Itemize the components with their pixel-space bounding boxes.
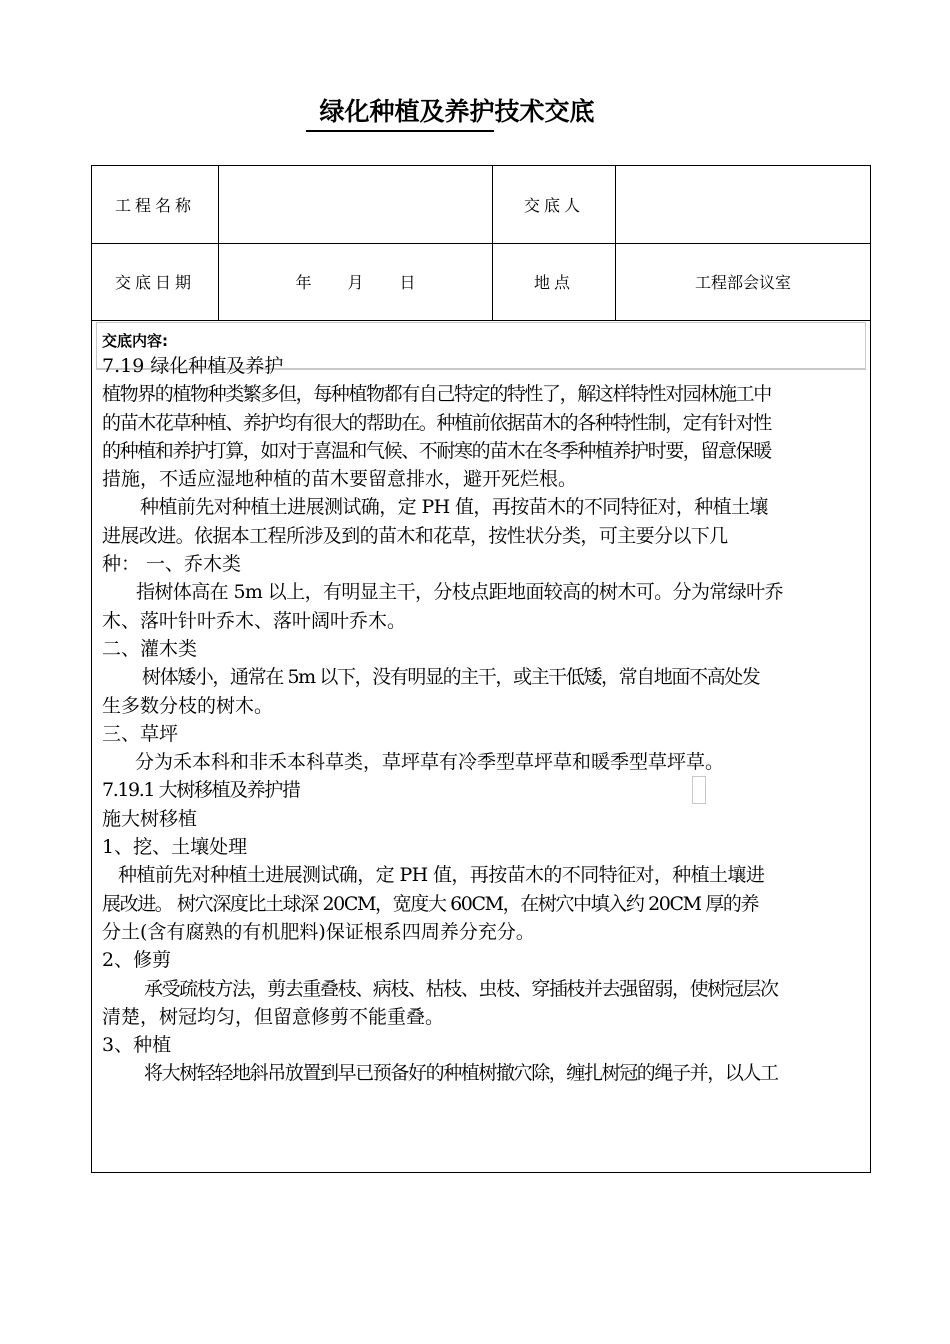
discloser-value[interactable] [616, 166, 870, 243]
location-label: 地点 [493, 243, 616, 320]
content-line: 指树体高在 5m 以上，有明显主干，分枝点距地面较高的树木可。分为常绿叶乔 [136, 581, 783, 604]
content-line: 的苗木花草种植、养护均有很大的帮助在。种植前依据苗木的各种特性制，定有针对性 [102, 411, 771, 434]
project-name-label: 工程名称 [92, 166, 219, 243]
content-line: 3、种植 [102, 1034, 172, 1057]
date-year: 年 [295, 273, 312, 292]
content-line: 的种植和养护打算，如对于喜温和气候、不耐寒的苗木在冬季种植养护时要，留意保暖 [102, 439, 771, 462]
content-line: 施大树移植 [102, 807, 198, 830]
content-line: 分土(含有腐熟的有机肥料)保证根系四周养分充分。 [102, 920, 535, 943]
content-line: 展改进。 树穴深度比土球深 20CM，宽度大 60CM，在树穴中填入约 20CM 厚的养 [102, 892, 759, 915]
content-line: 2、修剪 [102, 949, 172, 972]
date-day: 日 [399, 273, 416, 292]
content-line: 植物界的植物种类繁多但，每种植物都有自己特定的特性了，解这样特性对园林施工中 [102, 383, 771, 406]
content-label: 交底内容: [102, 332, 168, 350]
date-month: 月 [347, 273, 364, 292]
location-value: 工程部会议室 [694, 273, 791, 292]
date-label: 交底日期 [92, 243, 219, 320]
discloser-label: 交底人 [493, 166, 616, 243]
title-underline [306, 130, 494, 132]
content-line: 种： 一、乔木类 [102, 553, 242, 576]
content-line: 清楚，树冠均匀，但留意修剪不能重叠。 [102, 1005, 445, 1028]
content-line: 种植前先对种植土进展测试确，定 PH 值，再按苗木的不同特征对，种植土壤进 [118, 864, 765, 887]
content-line: 树体矮小，通常在 5m 以下，没有明显的主干，或主干低矮，常自地面不高处发 [142, 666, 760, 689]
project-name-value[interactable] [219, 166, 493, 243]
content-line: 种植前先对种植土进展测试确，定 PH 值，再按苗木的不同特征对，种植土壤 [140, 496, 768, 519]
document-title: 绿化种植及养护技术交底 [319, 97, 595, 126]
content-line: 承受疏枝方法，剪去重叠枝、病枝、枯枝、虫枝、穿插枝并去强留弱，使树冠层次 [144, 977, 778, 1000]
content-line: 7.19 绿化种植及养护 [102, 355, 284, 377]
text-cursor-box [692, 776, 706, 804]
disclosure-content [102, 328, 882, 1088]
content-line: 措施，不适应湿地种植的苗木要留意排水，避开死烂根。 [102, 468, 578, 491]
content-line: 将大树轻轻地斜吊放置到早已预备好的种植树撤穴除，缠扎树冠的绳子并，以人工 [144, 1062, 778, 1085]
content-line: 进展改进。依据本工程所涉及到的苗木和花草，按性状分类，可主要分以下几 [102, 524, 728, 547]
content-line: 分为禾本科和非禾本科草类，草坪草有冷季型草坪草和暖季型草坪草。 [135, 751, 725, 774]
content-line: 木、落叶针叶乔木、落叶阔叶乔木。 [102, 609, 407, 632]
disclosure-sheet [91, 165, 871, 1173]
content-line: 二、灌木类 [102, 637, 198, 660]
content-line: 1、挖、土壤处理 [102, 836, 248, 859]
content-line: 三、草坪 [102, 722, 179, 745]
header-row-2 [92, 243, 870, 321]
content-line: 生多数分枝的树木。 [102, 694, 274, 717]
header-row-1 [92, 166, 870, 244]
content-line: 7.19.1 大树移植及养护措 [102, 779, 300, 802]
date-value[interactable] [219, 243, 493, 320]
